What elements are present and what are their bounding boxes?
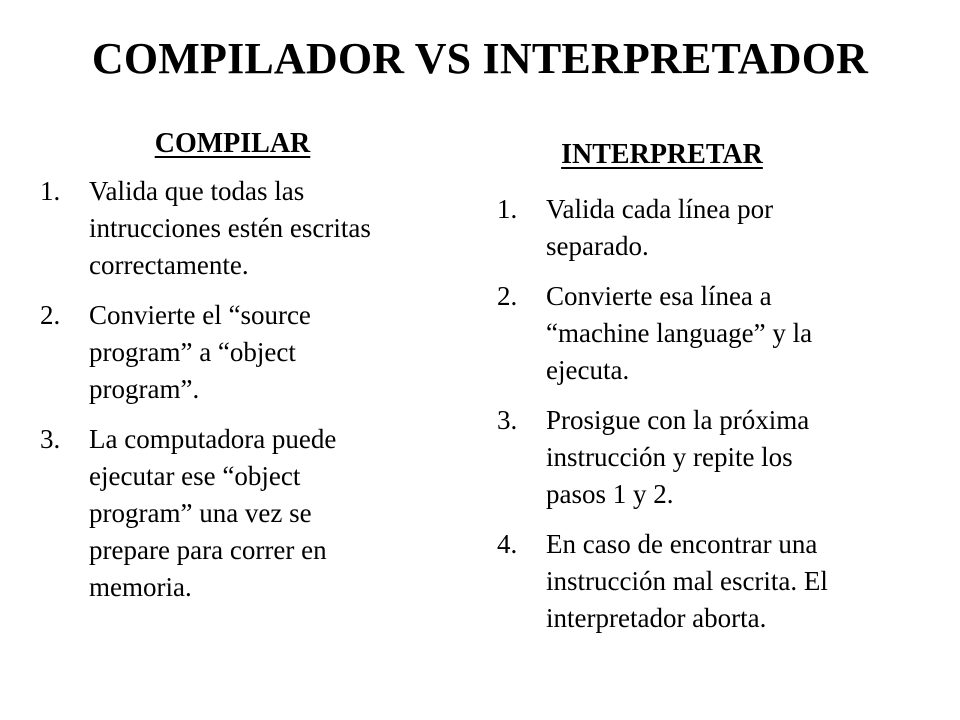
item-line: ejecuta.: [546, 355, 630, 385]
item-line: intrucciones estén escritas: [89, 213, 371, 243]
item-line: program” a “object: [89, 337, 296, 367]
item-text: [89, 173, 430, 284]
item-text: [89, 421, 430, 606]
item-text: [546, 526, 917, 637]
item-line: “machine language” y la: [546, 318, 813, 348]
item-line: correctamente.: [89, 250, 249, 280]
item-number: 1.: [497, 194, 518, 224]
item-line: Convierte esa línea a: [546, 281, 772, 311]
interpretar-list: [497, 191, 917, 637]
interpretar-item: [497, 278, 917, 389]
compilar-heading: COMPILAR: [154, 128, 311, 159]
item-line: Valida que todas las: [89, 176, 305, 206]
item-line: Convierte el “source: [89, 300, 311, 330]
interpretar-column: [497, 138, 917, 650]
item-line: En caso de encontrar una: [546, 529, 818, 559]
item-line: separado.: [546, 231, 649, 261]
item-line: program” una vez se: [89, 498, 312, 528]
interpretar-item: [497, 402, 917, 513]
item-line: instrucción mal escrita. El: [546, 566, 828, 596]
item-number: 2.: [497, 281, 518, 311]
item-text: [546, 402, 917, 513]
item-number: 1.: [40, 176, 61, 206]
item-line: prepare para correr en: [89, 535, 327, 565]
interpretar-item: [497, 526, 917, 637]
item-line: program”.: [89, 374, 200, 404]
item-text: [546, 191, 917, 265]
compilar-item: [40, 173, 430, 284]
compilar-column: [40, 127, 430, 619]
interpretar-heading: INTERPRETAR: [561, 139, 763, 170]
item-line: Prosigue con la próxima: [546, 405, 810, 435]
item-line: pasos 1 y 2.: [546, 479, 674, 509]
item-line: La computadora puede: [89, 424, 337, 454]
item-line: instrucción y repite los: [546, 442, 793, 472]
item-line: Valida cada línea por: [546, 194, 774, 224]
item-line: interpretador aborta.: [546, 603, 767, 633]
item-number: 2.: [40, 300, 61, 330]
item-line: ejecutar ese “object: [89, 461, 301, 491]
item-text: [89, 297, 430, 408]
slide-title: COMPILADOR VS INTERPRETADOR: [91, 34, 869, 83]
item-line: memoria.: [89, 572, 192, 602]
item-number: 3.: [497, 405, 518, 435]
item-text: [546, 278, 917, 389]
interpretar-item: [497, 191, 917, 265]
item-number: 4.: [497, 529, 518, 559]
compilar-item: [40, 421, 430, 606]
compilar-list: [40, 173, 430, 606]
compilar-item: [40, 297, 430, 408]
item-number: 3.: [40, 424, 61, 454]
